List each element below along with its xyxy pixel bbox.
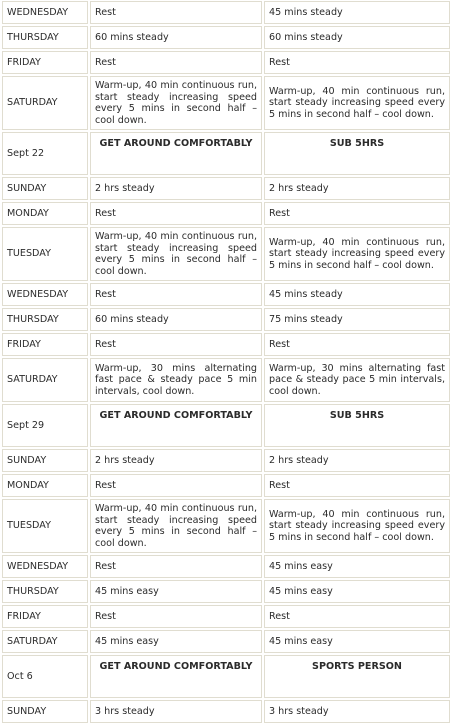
plan-cell-b: Rest — [264, 51, 450, 74]
plan-cell-b: 60 mins steady — [264, 26, 450, 49]
column-header-b: SUB 5HRS — [264, 132, 450, 175]
table-row — [2, 51, 450, 74]
day-cell: TUESDAY — [2, 227, 88, 281]
plan-cell-a: Rest — [90, 51, 262, 74]
table-row — [2, 308, 450, 331]
plan-cell-b: Warm-up, 40 min continuous run, start steady increasing speed every 5 mins in second half – cool down. — [264, 76, 450, 130]
table-row — [2, 630, 450, 653]
day-cell: WEDNESDAY — [2, 555, 88, 578]
plan-cell-b: 3 hrs steady — [264, 700, 450, 723]
table-row — [2, 580, 450, 603]
day-cell: SATURDAY — [2, 76, 88, 130]
week-label: Oct 6 — [2, 655, 88, 698]
day-cell: SUNDAY — [2, 449, 88, 472]
table-row — [2, 227, 450, 281]
plan-cell-b: Rest — [264, 202, 450, 225]
table-row — [2, 358, 450, 402]
plan-cell-a: Rest — [90, 474, 262, 497]
plan-cell-b: 75 mins steady — [264, 308, 450, 331]
table-row — [2, 474, 450, 497]
table-row — [2, 555, 450, 578]
table-row — [2, 499, 450, 553]
table-row — [2, 177, 450, 200]
day-cell: FRIDAY — [2, 51, 88, 74]
table-row — [2, 283, 450, 306]
week-label: Sept 29 — [2, 404, 88, 447]
plan-cell-a: 60 mins steady — [90, 308, 262, 331]
plan-cell-a: Warm-up, 40 min continuous run, start steady increasing speed every 5 mins in second half – cool down. — [90, 499, 262, 553]
plan-cell-a: Warm-up, 40 min continuous run, start steady increasing speed every 5 mins in second half – cool down. — [90, 227, 262, 281]
day-cell: SUNDAY — [2, 177, 88, 200]
plan-cell-a: Rest — [90, 555, 262, 578]
plan-cell-a: Rest — [90, 333, 262, 356]
week-label: Sept 22 — [2, 132, 88, 175]
table-row — [2, 449, 450, 472]
day-cell: FRIDAY — [2, 333, 88, 356]
plan-cell-b: Rest — [264, 474, 450, 497]
week-header-row — [2, 404, 450, 447]
plan-cell-a: 3 hrs steady — [90, 700, 262, 723]
day-cell: MONDAY — [2, 474, 88, 497]
day-cell: SUNDAY — [2, 700, 88, 723]
table-row — [2, 26, 450, 49]
plan-cell-a: 45 mins easy — [90, 580, 262, 603]
day-cell: FRIDAY — [2, 605, 88, 628]
day-cell: WEDNESDAY — [2, 1, 88, 24]
plan-cell-a: 60 mins steady — [90, 26, 262, 49]
plan-cell-a: Warm-up, 40 min continuous run, start steady increasing speed every 5 mins in second half – cool down. — [90, 76, 262, 130]
table-row — [2, 202, 450, 225]
plan-cell-b: 45 mins easy — [264, 630, 450, 653]
column-header-a: GET AROUND COMFORTABLY — [90, 132, 262, 175]
plan-cell-b: Rest — [264, 333, 450, 356]
plan-cell-a: 2 hrs steady — [90, 177, 262, 200]
plan-cell-b: 45 mins steady — [264, 1, 450, 24]
day-cell: SATURDAY — [2, 630, 88, 653]
plan-cell-b: 2 hrs steady — [264, 449, 450, 472]
plan-cell-a: 2 hrs steady — [90, 449, 262, 472]
day-cell: THURSDAY — [2, 308, 88, 331]
plan-cell-a: Rest — [90, 605, 262, 628]
plan-cell-b: Warm-up, 40 min continuous run, start steady increasing speed every 5 mins in second half – cool down. — [264, 227, 450, 281]
plan-cell-a: Rest — [90, 1, 262, 24]
plan-cell-a: 45 mins easy — [90, 630, 262, 653]
plan-cell-b: 45 mins steady — [264, 283, 450, 306]
plan-cell-a: Rest — [90, 283, 262, 306]
column-header-b: SUB 5HRS — [264, 404, 450, 447]
plan-cell-b: 2 hrs steady — [264, 177, 450, 200]
week-header-row — [2, 132, 450, 175]
plan-cell-b: 45 mins easy — [264, 580, 450, 603]
day-cell: SATURDAY — [2, 358, 88, 402]
table-row — [2, 76, 450, 130]
plan-cell-b: Rest — [264, 605, 450, 628]
day-cell: WEDNESDAY — [2, 283, 88, 306]
table-row — [2, 1, 450, 24]
plan-cell-b: Warm-up, 40 min continuous run, start steady increasing speed every 5 mins in second half – cool down. — [264, 499, 450, 553]
plan-cell-b: 45 mins easy — [264, 555, 450, 578]
day-cell: THURSDAY — [2, 580, 88, 603]
week-header-row — [2, 655, 450, 698]
plan-cell-b: Warm-up, 30 mins alternating fast pace & steady pace 5 min intervals, cool down. — [264, 358, 450, 402]
table-row — [2, 333, 450, 356]
table-row — [2, 605, 450, 628]
plan-cell-a: Rest — [90, 202, 262, 225]
column-header-a: GET AROUND COMFORTABLY — [90, 655, 262, 698]
schedule-body — [2, 1, 450, 723]
day-cell: MONDAY — [2, 202, 88, 225]
column-header-a: GET AROUND COMFORTABLY — [90, 404, 262, 447]
day-cell: TUESDAY — [2, 499, 88, 553]
plan-cell-a: Warm-up, 30 mins alternating fast pace & steady pace 5 min intervals, cool down. — [90, 358, 262, 402]
column-header-b: SPORTS PERSON — [264, 655, 450, 698]
table-row — [2, 700, 450, 723]
day-cell: THURSDAY — [2, 26, 88, 49]
